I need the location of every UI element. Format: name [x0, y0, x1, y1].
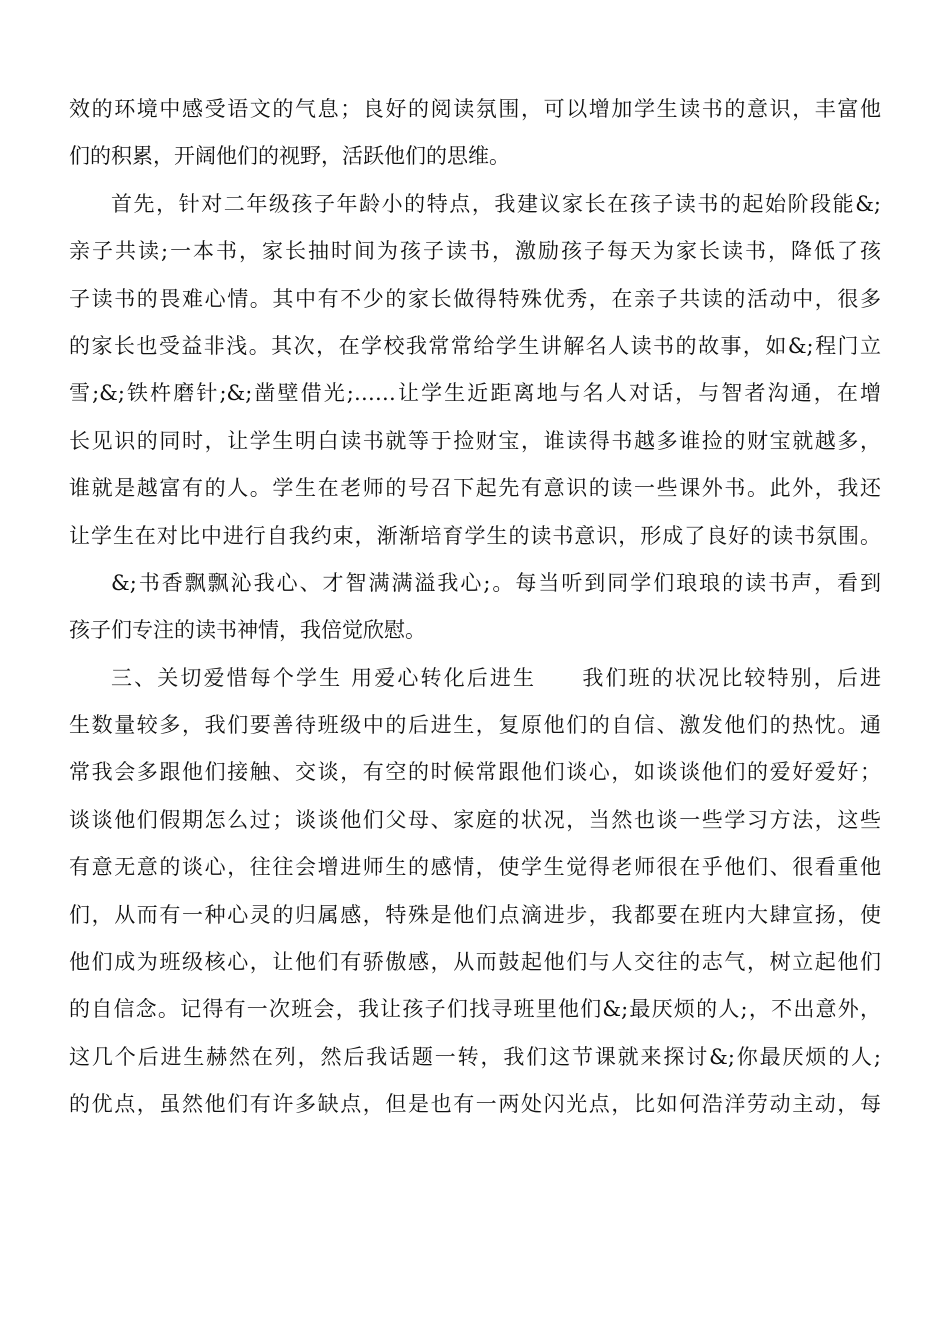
- text-line: 们的积累，开阔他们的视野，活跃他们的思维。: [69, 144, 510, 169]
- text-line: 谈谈他们假期怎么过；谈谈他们父母、家庭的状况，当然也谈一些学习方法，这些: [69, 807, 881, 832]
- text-line: 效的环境中感受语文的气息；良好的阅读氛围，可以增加学生读书的意识，丰富他: [69, 97, 881, 121]
- text-line: 子读书的畏难心情。其中有不少的家长做得特殊优秀，在亲子共读的活动中，很多: [69, 286, 881, 311]
- text-line: 雪;&;铁杵磨针;&;凿壁借光;……让学生近距离地与名人对话，与智者沟通，在增: [69, 381, 881, 406]
- text-line: 谁就是越富有的人。学生在老师的号召下起先有意识的读一些课外书。此外，我还: [69, 476, 881, 501]
- text-line: 孩子们专注的读书神情，我倍觉欣慰。: [69, 618, 426, 643]
- text-line: 让学生在对比中进行自我约束，渐渐培育学生的读书意识，形成了良好的读书氛围。: [69, 523, 881, 548]
- text-line: 的家长也受益非浅。其次，在学校我常常给学生讲解名人读书的故事，如&;程门立: [69, 333, 881, 358]
- document-page: [69, 86, 881, 1129]
- text-line: 生数量较多，我们要善待班级中的后进生，复原他们的自信、激发他们的热忱。通: [69, 713, 881, 738]
- text-line: 首先，针对二年级孩子年龄小的特点，我建议家长在孩子读书的起始阶段能&;: [111, 191, 881, 216]
- text-line: 的自信念。记得有一次班会，我让孩子们找寻班里他们&;最厌烦的人;，不出意外，: [69, 997, 881, 1022]
- text-line: 常我会多跟他们接触、交谈，有空的时候常跟他们谈心，如谈谈他们的爱好爱好；: [69, 760, 881, 785]
- text-line: 的优点，虽然他们有许多缺点，但是也有一两处闪光点，比如何浩洋劳动主动，每: [69, 1092, 881, 1117]
- text-line: 他们成为班级核心，让他们有骄傲感，从而鼓起他们与人交往的志气，树立起他们: [69, 950, 881, 975]
- text-line: 亲子共读;一本书，家长抽时间为孩子读书，激励孩子每天为家长读书，降低了孩: [69, 239, 881, 264]
- text-line: &;书香飘飘沁我心、才智满满溢我心;。每当听到同学们琅琅的读书声，看到: [111, 570, 881, 595]
- text-line: 三、关切爱惜每个学生 用爱心转化后进生 我们班的状况比较特别，后进: [111, 665, 881, 690]
- text-line: 有意无意的谈心，往往会增进师生的感情，使学生觉得老师很在乎他们、很看重他: [69, 855, 881, 880]
- text-line: 们，从而有一种心灵的归属感，特殊是他们点滴进步，我都要在班内大肆宣扬，使: [69, 902, 881, 927]
- text-line: 长见识的同时，让学生明白读书就等于捡财宝，谁读得书越多谁捡的财宝就越多，: [69, 428, 881, 453]
- text-line: 这几个后进生赫然在列，然后我话题一转，我们这节课就来探讨&;你最厌烦的人;: [69, 1044, 881, 1069]
